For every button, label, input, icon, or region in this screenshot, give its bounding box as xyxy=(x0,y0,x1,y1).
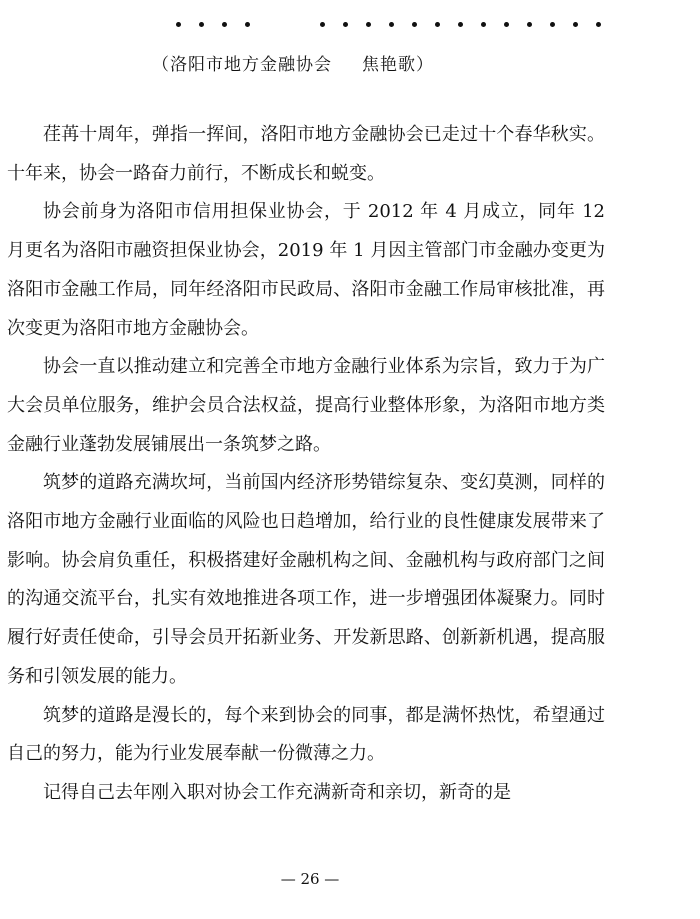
byline-organization: 洛阳市地方金融协会 xyxy=(170,55,332,75)
header-dot xyxy=(245,22,250,27)
paragraph: 协会一直以推动建立和完善全市地方金融行业体系为宗旨，致力于为广大会员单位服务，维护会员合法权益，提高行业整体形象，为洛阳市地方类金融行业蓬勃发展铺展出一条筑梦之路。 xyxy=(7,356,605,455)
header-dot xyxy=(199,22,204,27)
header-dot xyxy=(458,22,463,27)
header-dot xyxy=(527,22,532,27)
header-dot xyxy=(504,22,509,27)
header-dot xyxy=(176,22,181,27)
header-dot xyxy=(481,22,486,27)
paragraph: 记得自己去年刚入职对协会工作充满新奇和亲切，新奇的是 xyxy=(43,781,511,803)
header-dot xyxy=(343,22,348,27)
header-dot xyxy=(550,22,555,27)
header-dot xyxy=(320,22,325,27)
byline-open-paren: （ xyxy=(152,55,170,75)
paragraph: 筑梦的道路是漫长的，每个来到协会的同事，都是满怀热忱，希望通过自己的努力，能为行业发展奉献一份微薄之力。 xyxy=(7,704,605,765)
paragraph: 协会前身为洛阳市信用担保业协会，于 2012 年 4 月成立，同年 12 月更名为洛阳市融资担保业协会，2019 年 1 月因主管部门市金融办变更为洛阳市金融工作局，同年经洛阳市民政局、洛阳市金融工作局审核批准，再次变更为洛阳市地方金融协会。 xyxy=(7,201,605,339)
header-dot xyxy=(596,22,601,27)
header-dot xyxy=(222,22,227,27)
header-dots-left xyxy=(176,16,268,32)
header-dot xyxy=(366,22,371,27)
header-dot xyxy=(412,22,417,27)
paragraph: 筑梦的道路充满坎坷，当前国内经济形势错综复杂、变幻莫测，同样的洛阳市地方金融行业面临的风险也日趋增加，给行业的良性健康发展带来了影响。协会肩负重任，积极搭建好金融机构之间、金融机构与政府部门之间的沟通交流平台，扎实有效地推进各项工作，进一步增强团体凝聚力。同时履行好责任使命，引导会员开拓新业务、开发新思路、创新新机遇，提高服务和引领发展的能力。 xyxy=(7,472,605,687)
page-number: — 26 — xyxy=(280,870,340,888)
header-dot xyxy=(573,22,578,27)
byline-close-paren: ） xyxy=(416,55,434,75)
byline-author: 焦艳歌 xyxy=(362,55,416,75)
article-body xyxy=(7,116,605,813)
byline xyxy=(152,50,434,75)
paragraph: 荏苒十周年，弹指一挥间，洛阳市地方金融协会已走过十个春华秋实。十年来，协会一路奋力前行，不断成长和蜕变。 xyxy=(7,124,605,184)
header-dot xyxy=(389,22,394,27)
header-dots-right xyxy=(320,16,619,32)
header-dot xyxy=(435,22,440,27)
